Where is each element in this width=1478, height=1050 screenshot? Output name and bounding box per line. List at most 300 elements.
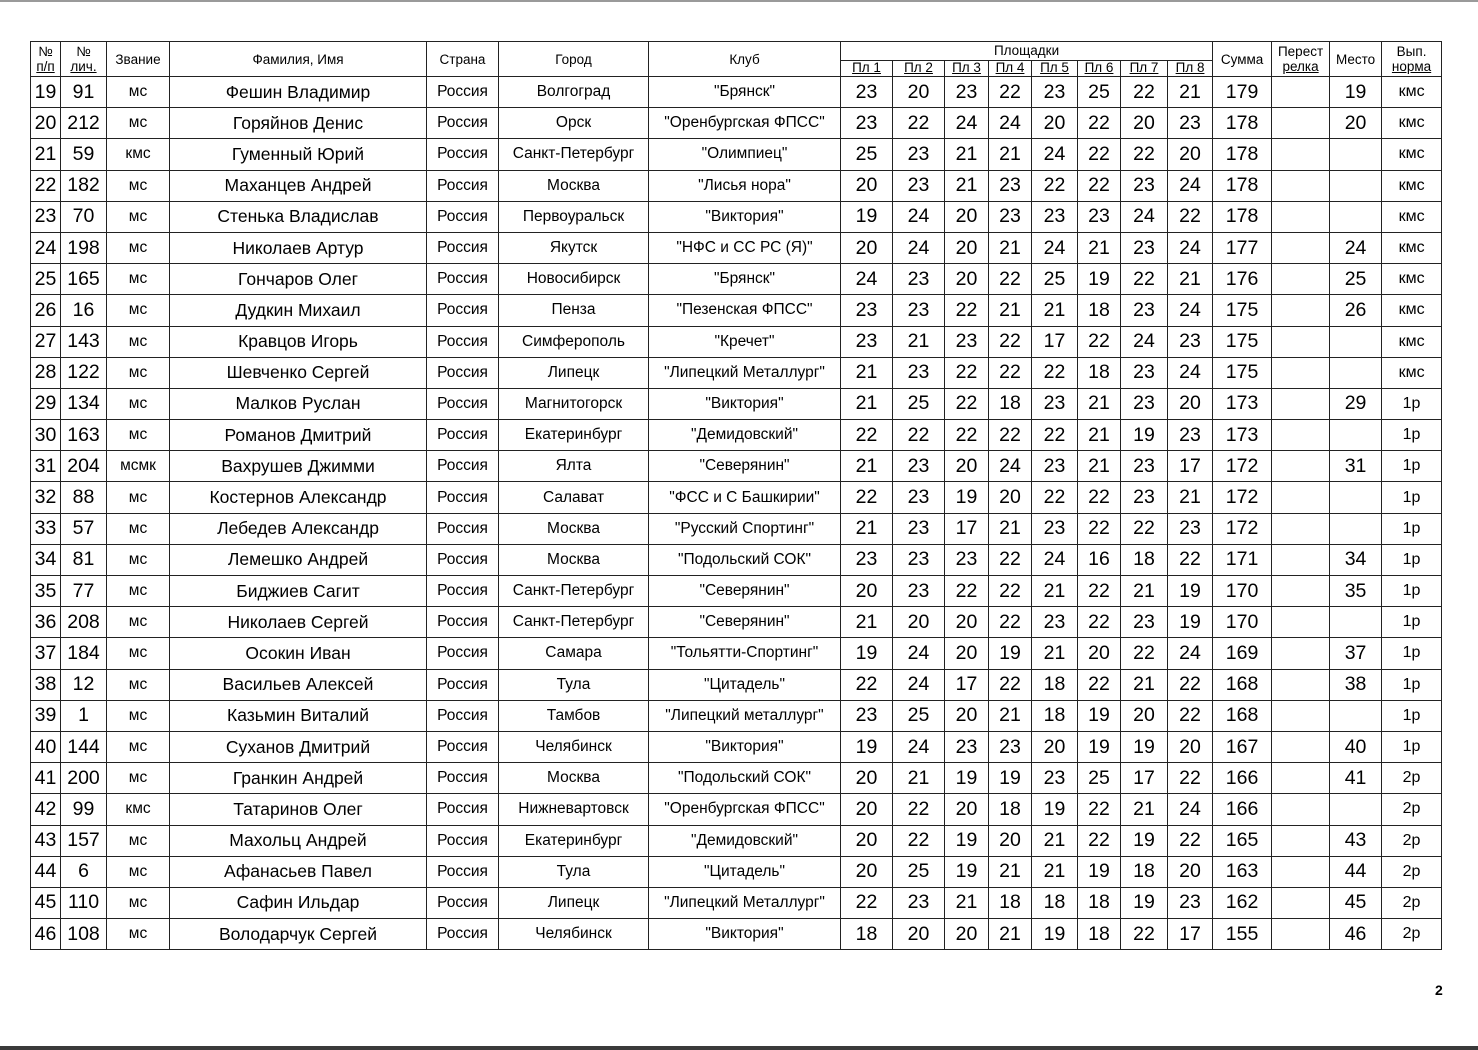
cell-place: 25 <box>1330 264 1382 295</box>
cell-sum: 166 <box>1213 794 1272 825</box>
cell-site-3-score: 23 <box>945 731 989 762</box>
cell-norm: 1р <box>1382 544 1442 575</box>
cell-pp: 38 <box>31 669 61 700</box>
cell-country: Россия <box>427 388 499 419</box>
cell-site-8-score: 22 <box>1168 763 1213 794</box>
cell-sum: 162 <box>1213 887 1272 918</box>
cell-site-3-score: 22 <box>945 576 989 607</box>
cell-site-5-score: 23 <box>1032 77 1078 108</box>
cell-site-6-score: 19 <box>1078 700 1121 731</box>
cell-sum: 166 <box>1213 763 1272 794</box>
cell-site-1-score: 24 <box>841 264 893 295</box>
cell-site-8-score: 23 <box>1168 108 1213 139</box>
cell-site-7-score: 19 <box>1121 731 1168 762</box>
cell-name: Махольц Андрей <box>170 825 427 856</box>
cell-rank: мс <box>107 326 170 357</box>
cell-site-8-score: 24 <box>1168 794 1213 825</box>
cell-city: Симферополь <box>499 326 649 357</box>
cell-sum: 178 <box>1213 201 1272 232</box>
cell-site-1-score: 23 <box>841 544 893 575</box>
cell-license: 81 <box>61 544 107 575</box>
cell-shootoff <box>1272 264 1330 295</box>
header-shootoff-line2: релка <box>1282 59 1319 74</box>
cell-name: Осокин Иван <box>170 638 427 669</box>
cell-site-7-score: 22 <box>1121 264 1168 295</box>
cell-name: Сафин Ильдар <box>170 887 427 918</box>
cell-site-1-score: 19 <box>841 731 893 762</box>
cell-sum: 177 <box>1213 232 1272 263</box>
cell-city: Тула <box>499 856 649 887</box>
header-license-line1: № <box>76 44 91 59</box>
cell-site-7-score: 19 <box>1121 825 1168 856</box>
cell-city: Волгоград <box>499 77 649 108</box>
cell-place: 45 <box>1330 887 1382 918</box>
cell-site-6-score: 16 <box>1078 544 1121 575</box>
table-row <box>31 170 1442 201</box>
cell-site-4-score: 21 <box>989 700 1032 731</box>
cell-pp: 26 <box>31 295 61 326</box>
cell-site-2-score: 23 <box>893 357 945 388</box>
cell-pp: 36 <box>31 607 61 638</box>
cell-site-3-score: 19 <box>945 482 989 513</box>
cell-license: 163 <box>61 420 107 451</box>
cell-site-5-score: 20 <box>1032 108 1078 139</box>
cell-site-8-score: 20 <box>1168 139 1213 170</box>
cell-site-1-score: 22 <box>841 482 893 513</box>
cell-site-2-score: 23 <box>893 482 945 513</box>
cell-site-2-score: 22 <box>893 420 945 451</box>
cell-site-6-score: 22 <box>1078 825 1121 856</box>
table-row <box>31 700 1442 731</box>
cell-shootoff <box>1272 887 1330 918</box>
cell-rank: кмс <box>107 794 170 825</box>
cell-city: Екатеринбург <box>499 825 649 856</box>
cell-shootoff <box>1272 482 1330 513</box>
cell-place: 38 <box>1330 669 1382 700</box>
cell-shootoff <box>1272 513 1330 544</box>
cell-license: 99 <box>61 794 107 825</box>
cell-place <box>1330 420 1382 451</box>
cell-site-8-score: 17 <box>1168 919 1213 950</box>
cell-sum: 173 <box>1213 420 1272 451</box>
cell-club: "Цитадель" <box>649 669 841 700</box>
table-row <box>31 420 1442 451</box>
cell-club: "Виктория" <box>649 731 841 762</box>
cell-sum: 178 <box>1213 139 1272 170</box>
cell-city: Первоуральск <box>499 201 649 232</box>
cell-site-3-score: 20 <box>945 451 989 482</box>
cell-site-2-score: 24 <box>893 638 945 669</box>
cell-site-7-score: 17 <box>1121 763 1168 794</box>
cell-license: 91 <box>61 77 107 108</box>
cell-shootoff <box>1272 139 1330 170</box>
cell-rank: кмс <box>107 139 170 170</box>
cell-site-2-score: 24 <box>893 731 945 762</box>
cell-norm: 2р <box>1382 919 1442 950</box>
cell-site-2-score: 21 <box>893 326 945 357</box>
cell-site-4-score: 21 <box>989 919 1032 950</box>
cell-site-6-score: 23 <box>1078 201 1121 232</box>
cell-site-1-score: 23 <box>841 700 893 731</box>
cell-norm: кмс <box>1382 232 1442 263</box>
cell-site-8-score: 24 <box>1168 232 1213 263</box>
cell-name: Гранкин Андрей <box>170 763 427 794</box>
cell-site-7-score: 23 <box>1121 357 1168 388</box>
cell-country: Россия <box>427 887 499 918</box>
cell-city: Челябинск <box>499 731 649 762</box>
cell-site-1-score: 20 <box>841 825 893 856</box>
cell-license: 165 <box>61 264 107 295</box>
cell-site-1-score: 22 <box>841 887 893 918</box>
cell-shootoff <box>1272 607 1330 638</box>
cell-license: 212 <box>61 108 107 139</box>
cell-name: Костернов Александр <box>170 482 427 513</box>
cell-site-7-score: 23 <box>1121 388 1168 419</box>
cell-site-5-score: 23 <box>1032 763 1078 794</box>
cell-site-7-score: 22 <box>1121 77 1168 108</box>
header-pp <box>31 42 61 77</box>
cell-place <box>1330 607 1382 638</box>
cell-country: Россия <box>427 669 499 700</box>
cell-city: Санкт-Петербург <box>499 607 649 638</box>
cell-rank: мс <box>107 388 170 419</box>
cell-club: "Оренбургская ФПСС" <box>649 108 841 139</box>
cell-club: "Липецкий Металлург" <box>649 887 841 918</box>
cell-site-5-score: 23 <box>1032 607 1078 638</box>
cell-site-6-score: 18 <box>1078 295 1121 326</box>
cell-city: Салават <box>499 482 649 513</box>
cell-license: 16 <box>61 295 107 326</box>
cell-site-5-score: 21 <box>1032 638 1078 669</box>
cell-site-7-score: 23 <box>1121 607 1168 638</box>
cell-city: Москва <box>499 544 649 575</box>
cell-club: "Липецкий металлург" <box>649 700 841 731</box>
cell-site-4-score: 18 <box>989 794 1032 825</box>
cell-city: Нижневартовск <box>499 794 649 825</box>
cell-club: "НФС и СС РС (Я)" <box>649 232 841 263</box>
cell-site-3-score: 23 <box>945 77 989 108</box>
cell-pp: 31 <box>31 451 61 482</box>
cell-name: Фешин Владимир <box>170 77 427 108</box>
cell-country: Россия <box>427 513 499 544</box>
cell-site-1-score: 20 <box>841 576 893 607</box>
cell-shootoff <box>1272 700 1330 731</box>
cell-place: 40 <box>1330 731 1382 762</box>
cell-site-2-score: 23 <box>893 451 945 482</box>
cell-site-2-score: 23 <box>893 544 945 575</box>
cell-rank: мс <box>107 607 170 638</box>
cell-pp: 35 <box>31 576 61 607</box>
cell-site-4-score: 22 <box>989 607 1032 638</box>
cell-license: 108 <box>61 919 107 950</box>
cell-pp: 25 <box>31 264 61 295</box>
table-row <box>31 388 1442 419</box>
table-row <box>31 638 1442 669</box>
cell-site-7-score: 23 <box>1121 295 1168 326</box>
cell-norm: кмс <box>1382 357 1442 388</box>
cell-rank: мс <box>107 763 170 794</box>
cell-norm: 1р <box>1382 451 1442 482</box>
cell-country: Россия <box>427 108 499 139</box>
cell-site-7-score: 19 <box>1121 420 1168 451</box>
cell-site-1-score: 21 <box>841 451 893 482</box>
cell-site-8-score: 23 <box>1168 887 1213 918</box>
cell-site-3-score: 17 <box>945 669 989 700</box>
cell-site-1-score: 18 <box>841 919 893 950</box>
cell-shootoff <box>1272 794 1330 825</box>
cell-sum: 178 <box>1213 108 1272 139</box>
cell-site-5-score: 23 <box>1032 201 1078 232</box>
cell-norm: 1р <box>1382 388 1442 419</box>
cell-norm: 1р <box>1382 669 1442 700</box>
cell-city: Москва <box>499 170 649 201</box>
cell-rank: мс <box>107 856 170 887</box>
cell-site-5-score: 21 <box>1032 856 1078 887</box>
cell-city: Пенза <box>499 295 649 326</box>
cell-city: Магнитогорск <box>499 388 649 419</box>
cell-site-2-score: 24 <box>893 669 945 700</box>
cell-site-6-score: 21 <box>1078 388 1121 419</box>
cell-pp: 43 <box>31 825 61 856</box>
cell-sum: 167 <box>1213 731 1272 762</box>
header-pp-line2: п/п <box>36 59 55 74</box>
header-shootoff-line1: Перест <box>1277 44 1324 59</box>
cell-site-4-score: 19 <box>989 638 1032 669</box>
cell-name: Николаев Артур <box>170 232 427 263</box>
page-bottom-border <box>0 1046 1478 1050</box>
cell-site-3-score: 20 <box>945 607 989 638</box>
cell-site-4-score: 18 <box>989 388 1032 419</box>
cell-site-5-score: 21 <box>1032 576 1078 607</box>
cell-rank: мсмк <box>107 451 170 482</box>
cell-name: Гуменный Юрий <box>170 139 427 170</box>
cell-place: 24 <box>1330 232 1382 263</box>
results-table <box>30 41 1442 950</box>
cell-norm: кмс <box>1382 139 1442 170</box>
cell-city: Ялта <box>499 451 649 482</box>
cell-site-7-score: 18 <box>1121 544 1168 575</box>
table-row <box>31 731 1442 762</box>
cell-site-1-score: 20 <box>841 232 893 263</box>
cell-sum: 155 <box>1213 919 1272 950</box>
cell-site-1-score: 23 <box>841 326 893 357</box>
cell-site-2-score: 23 <box>893 264 945 295</box>
cell-rank: мс <box>107 264 170 295</box>
cell-license: 143 <box>61 326 107 357</box>
cell-site-8-score: 23 <box>1168 326 1213 357</box>
cell-site-7-score: 18 <box>1121 856 1168 887</box>
cell-site-1-score: 20 <box>841 794 893 825</box>
cell-place: 46 <box>1330 919 1382 950</box>
table-row <box>31 919 1442 950</box>
cell-shootoff <box>1272 576 1330 607</box>
cell-site-1-score: 21 <box>841 607 893 638</box>
cell-site-3-score: 19 <box>945 825 989 856</box>
table-row <box>31 108 1442 139</box>
cell-site-5-score: 22 <box>1032 420 1078 451</box>
cell-club: "Подольский СОК" <box>649 763 841 794</box>
cell-name: Шевченко Сергей <box>170 357 427 388</box>
cell-rank: мс <box>107 295 170 326</box>
cell-site-3-score: 17 <box>945 513 989 544</box>
cell-rank: мс <box>107 544 170 575</box>
cell-site-3-score: 21 <box>945 139 989 170</box>
cell-license: 70 <box>61 201 107 232</box>
cell-sum: 170 <box>1213 607 1272 638</box>
cell-license: 57 <box>61 513 107 544</box>
cell-site-7-score: 21 <box>1121 576 1168 607</box>
page-top-border <box>0 0 1478 2</box>
cell-site-3-score: 20 <box>945 638 989 669</box>
cell-place <box>1330 513 1382 544</box>
cell-city: Орск <box>499 108 649 139</box>
header-name: Фамилия, Имя <box>170 42 427 77</box>
cell-site-5-score: 18 <box>1032 700 1078 731</box>
cell-city: Тамбов <box>499 700 649 731</box>
cell-sum: 172 <box>1213 451 1272 482</box>
cell-site-8-score: 19 <box>1168 607 1213 638</box>
cell-country: Россия <box>427 170 499 201</box>
cell-site-1-score: 19 <box>841 201 893 232</box>
cell-name: Гончаров Олег <box>170 264 427 295</box>
cell-site-3-score: 20 <box>945 264 989 295</box>
header-rank: Звание <box>107 42 170 77</box>
cell-rank: мс <box>107 669 170 700</box>
cell-site-1-score: 21 <box>841 513 893 544</box>
cell-site-6-score: 18 <box>1078 887 1121 918</box>
cell-site-6-score: 19 <box>1078 856 1121 887</box>
cell-place <box>1330 139 1382 170</box>
cell-place <box>1330 794 1382 825</box>
header-norm-line2: норма <box>1391 59 1432 74</box>
cell-name: Казьмин Виталий <box>170 700 427 731</box>
table-row <box>31 669 1442 700</box>
cell-shootoff <box>1272 544 1330 575</box>
table-row <box>31 139 1442 170</box>
cell-club: "Тольятти-Спортинг" <box>649 638 841 669</box>
cell-shootoff <box>1272 420 1330 451</box>
cell-site-4-score: 22 <box>989 544 1032 575</box>
cell-license: 198 <box>61 232 107 263</box>
cell-site-6-score: 22 <box>1078 669 1121 700</box>
cell-site-5-score: 19 <box>1032 919 1078 950</box>
cell-site-2-score: 22 <box>893 825 945 856</box>
cell-city: Москва <box>499 763 649 794</box>
cell-club: "Виктория" <box>649 201 841 232</box>
header-norm <box>1382 42 1442 77</box>
cell-norm: 1р <box>1382 607 1442 638</box>
cell-license: 144 <box>61 731 107 762</box>
cell-site-6-score: 22 <box>1078 576 1121 607</box>
cell-pp: 30 <box>31 420 61 451</box>
table-row <box>31 326 1442 357</box>
cell-pp: 40 <box>31 731 61 762</box>
cell-club: "Северянин" <box>649 607 841 638</box>
cell-rank: мс <box>107 731 170 762</box>
cell-site-5-score: 24 <box>1032 544 1078 575</box>
cell-site-6-score: 22 <box>1078 513 1121 544</box>
cell-pp: 28 <box>31 357 61 388</box>
cell-country: Россия <box>427 607 499 638</box>
cell-site-7-score: 21 <box>1121 669 1168 700</box>
cell-place <box>1330 482 1382 513</box>
cell-city: Екатеринбург <box>499 420 649 451</box>
header-norm-line1: Вып. <box>1396 44 1427 59</box>
cell-site-7-score: 23 <box>1121 482 1168 513</box>
cell-name: Биджиев Сагит <box>170 576 427 607</box>
cell-shootoff <box>1272 669 1330 700</box>
header-club: Клуб <box>649 42 841 77</box>
cell-site-5-score: 21 <box>1032 295 1078 326</box>
cell-club: "Цитадель" <box>649 856 841 887</box>
cell-club: "Кречет" <box>649 326 841 357</box>
cell-place: 29 <box>1330 388 1382 419</box>
cell-place: 31 <box>1330 451 1382 482</box>
cell-sum: 163 <box>1213 856 1272 887</box>
cell-name: Кравцов Игорь <box>170 326 427 357</box>
cell-site-1-score: 19 <box>841 638 893 669</box>
cell-country: Россия <box>427 77 499 108</box>
cell-country: Россия <box>427 295 499 326</box>
cell-site-1-score: 23 <box>841 77 893 108</box>
cell-norm: кмс <box>1382 264 1442 295</box>
cell-club: "Лисья нора" <box>649 170 841 201</box>
cell-country: Россия <box>427 451 499 482</box>
cell-site-6-score: 21 <box>1078 420 1121 451</box>
cell-site-6-score: 22 <box>1078 170 1121 201</box>
cell-sum: 173 <box>1213 388 1272 419</box>
cell-site-6-score: 18 <box>1078 357 1121 388</box>
cell-site-2-score: 22 <box>893 108 945 139</box>
cell-sum: 168 <box>1213 669 1272 700</box>
cell-sum: 172 <box>1213 513 1272 544</box>
cell-site-6-score: 19 <box>1078 731 1121 762</box>
cell-site-3-score: 21 <box>945 170 989 201</box>
cell-shootoff <box>1272 825 1330 856</box>
cell-pp: 34 <box>31 544 61 575</box>
cell-site-4-score: 22 <box>989 420 1032 451</box>
table-row <box>31 825 1442 856</box>
cell-pp: 21 <box>31 139 61 170</box>
cell-pp: 23 <box>31 201 61 232</box>
cell-shootoff <box>1272 919 1330 950</box>
table-row <box>31 794 1442 825</box>
cell-rank: мс <box>107 825 170 856</box>
cell-norm: 2р <box>1382 856 1442 887</box>
cell-site-5-score: 25 <box>1032 264 1078 295</box>
cell-shootoff <box>1272 731 1330 762</box>
cell-site-6-score: 22 <box>1078 482 1121 513</box>
cell-pp: 20 <box>31 108 61 139</box>
header-place: Место <box>1330 42 1382 77</box>
cell-sum: 171 <box>1213 544 1272 575</box>
cell-sum: 172 <box>1213 482 1272 513</box>
cell-pp: 27 <box>31 326 61 357</box>
cell-site-3-score: 24 <box>945 108 989 139</box>
cell-norm: 1р <box>1382 576 1442 607</box>
cell-site-7-score: 19 <box>1121 887 1168 918</box>
cell-site-5-score: 22 <box>1032 357 1078 388</box>
cell-site-2-score: 23 <box>893 887 945 918</box>
cell-pp: 32 <box>31 482 61 513</box>
cell-rank: мс <box>107 700 170 731</box>
cell-site-8-score: 21 <box>1168 77 1213 108</box>
table-row <box>31 451 1442 482</box>
cell-license: 200 <box>61 763 107 794</box>
cell-country: Россия <box>427 264 499 295</box>
cell-site-5-score: 20 <box>1032 731 1078 762</box>
cell-license: 182 <box>61 170 107 201</box>
